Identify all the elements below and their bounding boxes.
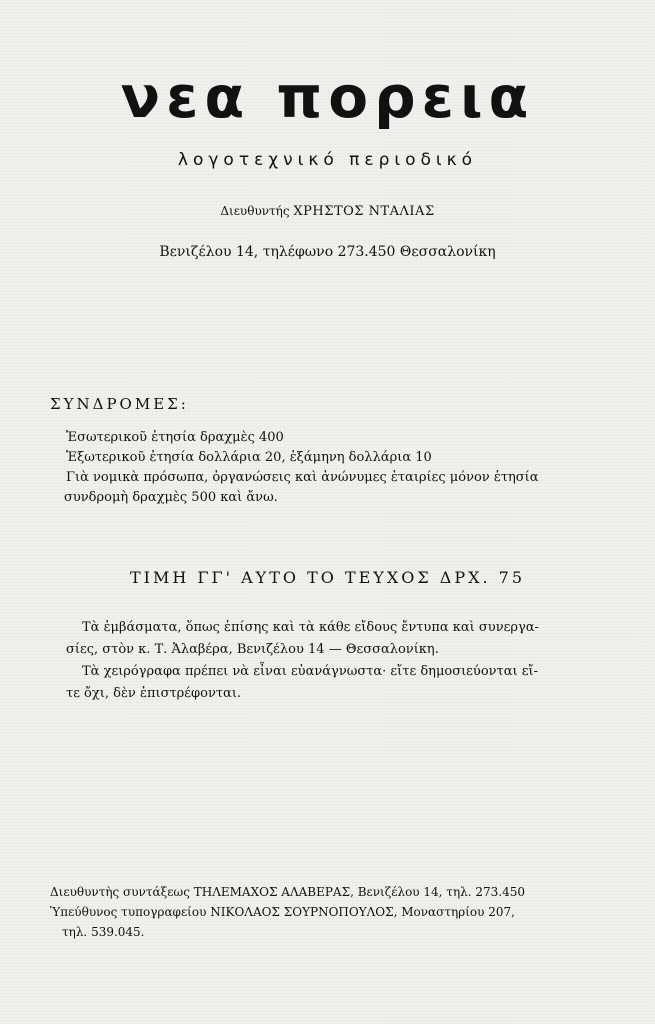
issue-price: ΤΙΜΗ ΓΓ' ΑΥΤΟ ΤΟ ΤΕΥΧΟΣ ΔΡΧ. 75 [129,568,526,587]
printer-details: ΝΙΚΟΛΑΟΣ ΣΟΥΡΝΟΠΟΥΛΟΣ, Μοναστηρίου 207, [210,905,515,919]
subscriptions-list [66,428,616,508]
printer-phone: τηλ. 539.045. [62,925,145,939]
director-line [0,204,655,219]
director-name: ΧΡΗΣΤΟΣ ΝΤΑΛΙΑΣ [293,204,435,219]
note-line: τε ὄχι, δὲν ἐπιστρέφονται. [66,686,242,701]
subscription-line: συνδρομὴ δραχμὲς 500 καὶ ἄνω. [64,490,278,505]
note-line: Τὰ χειρόγραφα πρέπει νὰ εἶναι εὐανάγνωστα· εἴτε δημοσιεύονται εἴ- [82,664,538,679]
magazine-title: νεα πορεια [120,63,535,131]
printer-line [50,902,610,922]
subscription-line: Γιὰ νομικὰ πρόσωπα, ὀργανώσεις καὶ ἀνώνυμες ἑταιρίες μόνον ἐτησία [66,470,539,485]
note-line: σίες, στὸν κ. Τ. Ἀλαβέρα, Βενιζέλου 14 — Θεσσαλονίκη. [66,642,439,657]
subscriptions-heading: ΣΥΝΔΡΟΜΕΣ: [50,395,189,413]
address-line: Βενιζέλου 14, τηλέφωνο 273.450 Θεσσαλονίκη [159,244,496,260]
editor-details: ΤΗΛΕΜΑΧΟΣ ΑΛΑΒΕΡΑΣ, Βενιζέλου 14, τηλ. 273.450 [193,885,525,899]
subscription-line: Ἐξωτερικοῦ ἐτησία δολλάρια 20, ἑξάμηνη δολλάρια 10 [66,450,432,465]
director-label: Διευθυντής [220,204,290,218]
notes-block [66,617,596,705]
magazine-subtitle: λογοτεχνικό περιοδικό [177,150,478,170]
note-line: Τὰ ἐμβάσματα, ὅπως ἐπίσης καὶ τὰ κάθε εἴδους ἔντυπα καὶ συνεργα- [82,620,539,635]
editor-label: Διευθυντὴς συντάξεως [50,885,190,899]
subscription-line: Ἐσωτερικοῦ ἐτησία δραχμὲς 400 [66,430,284,445]
printer-label: Ὑπεύθυνος τυπογραφείου [50,905,207,919]
editor-line [50,882,610,902]
colophon [50,882,610,942]
